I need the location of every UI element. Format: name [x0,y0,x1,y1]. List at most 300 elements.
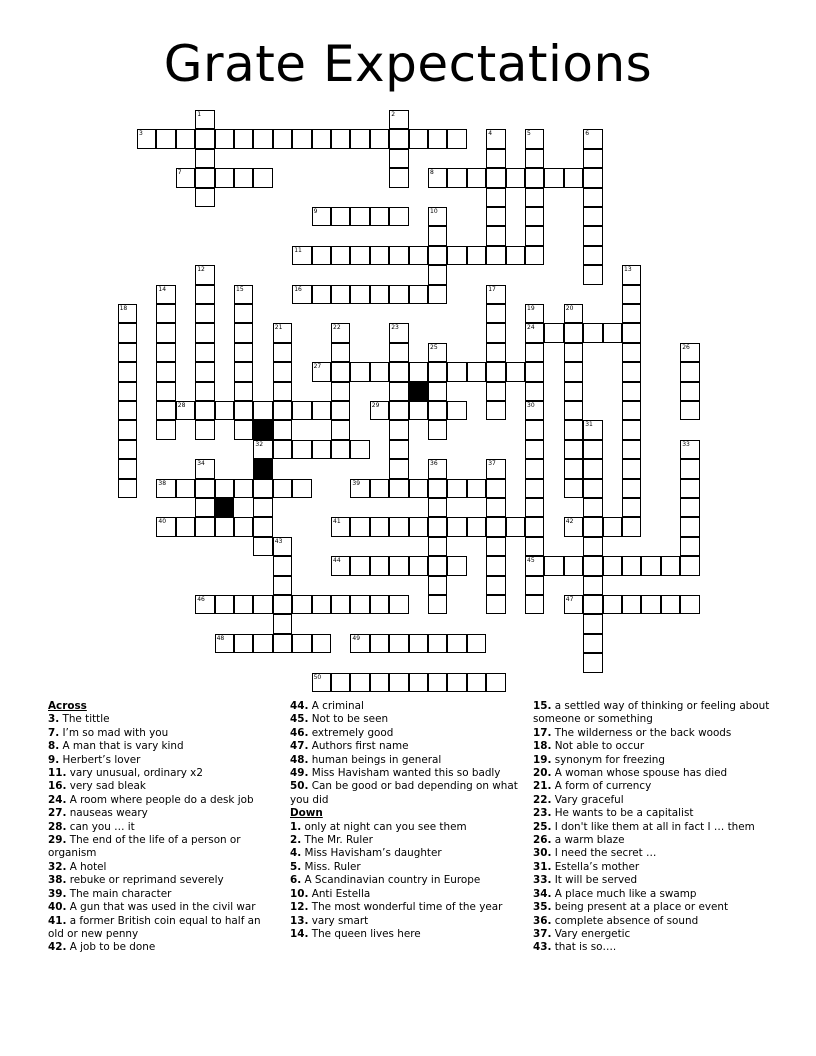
grid-cell[interactable] [292,129,311,148]
grid-cell[interactable] [234,323,253,342]
grid-cell[interactable] [215,595,234,614]
grid-cell[interactable] [389,459,408,478]
grid-cell[interactable] [447,168,466,187]
grid-cell[interactable] [253,479,272,498]
grid-cell[interactable] [641,556,660,575]
grid-cell[interactable] [447,401,466,420]
grid-cell[interactable] [195,459,214,478]
grid-cell[interactable] [176,517,195,536]
grid-cell[interactable] [389,556,408,575]
grid-cell[interactable] [292,401,311,420]
grid-cell[interactable] [622,420,641,439]
grid-cell[interactable] [583,168,602,187]
grid-cell[interactable] [389,207,408,226]
grid-cell[interactable] [253,517,272,536]
grid-cell[interactable] [370,634,389,653]
grid-cell[interactable] [195,517,214,536]
grid-cell[interactable] [525,401,544,420]
grid-cell[interactable] [253,129,272,148]
grid-cell[interactable] [273,420,292,439]
grid-cell[interactable] [544,323,563,342]
grid-cell[interactable] [680,401,699,420]
grid-cell[interactable] [428,285,447,304]
grid-cell[interactable] [389,479,408,498]
grid-cell[interactable] [428,265,447,284]
grid-cell[interactable] [564,556,583,575]
grid-cell[interactable] [370,556,389,575]
grid-cell[interactable] [583,498,602,517]
grid-cell[interactable] [564,362,583,381]
grid-cell[interactable] [370,479,389,498]
grid-cell[interactable] [428,517,447,536]
grid-cell[interactable] [583,653,602,672]
grid-cell[interactable] [312,362,331,381]
grid-cell[interactable] [680,479,699,498]
grid-cell[interactable] [564,595,583,614]
grid-cell[interactable] [680,440,699,459]
grid-cell[interactable] [622,498,641,517]
grid-cell[interactable] [234,168,253,187]
grid-cell[interactable] [428,576,447,595]
grid-cell[interactable] [622,382,641,401]
grid-cell[interactable] [350,595,369,614]
grid-cell[interactable] [331,440,350,459]
grid-cell[interactable] [389,595,408,614]
grid-cell[interactable] [118,420,137,439]
grid-cell[interactable] [118,382,137,401]
grid-cell[interactable] [350,479,369,498]
grid-cell[interactable] [156,362,175,381]
grid-cell[interactable] [273,382,292,401]
grid-cell[interactable] [486,673,505,692]
grid-cell[interactable] [156,420,175,439]
grid-cell[interactable] [564,343,583,362]
grid-cell[interactable] [292,634,311,653]
grid-cell[interactable] [486,576,505,595]
grid-cell[interactable] [564,304,583,323]
grid-cell[interactable] [525,226,544,245]
grid-cell[interactable] [195,362,214,381]
grid-cell[interactable] [350,673,369,692]
grid-cell[interactable] [253,401,272,420]
grid-cell[interactable] [350,285,369,304]
grid-cell[interactable] [389,362,408,381]
grid-cell[interactable] [486,323,505,342]
grid-cell[interactable] [215,634,234,653]
grid-cell[interactable] [603,595,622,614]
grid-cell[interactable] [486,498,505,517]
grid-cell[interactable] [447,246,466,265]
grid-cell[interactable] [156,304,175,323]
grid-cell[interactable] [292,440,311,459]
grid-cell[interactable] [331,382,350,401]
grid-cell[interactable] [447,634,466,653]
grid-cell[interactable] [428,382,447,401]
grid-cell[interactable] [312,207,331,226]
grid-cell[interactable] [312,440,331,459]
grid-cell[interactable] [118,459,137,478]
grid-cell[interactable] [389,517,408,536]
grid-cell[interactable] [583,226,602,245]
grid-cell[interactable] [350,207,369,226]
grid-cell[interactable] [234,362,253,381]
grid-cell[interactable] [622,323,641,342]
grid-cell[interactable] [680,498,699,517]
grid-cell[interactable] [195,149,214,168]
grid-cell[interactable] [564,323,583,342]
grid-cell[interactable] [583,129,602,148]
grid-cell[interactable] [234,595,253,614]
grid-cell[interactable] [622,362,641,381]
grid-cell[interactable] [428,362,447,381]
grid-cell[interactable] [118,440,137,459]
grid-cell[interactable] [583,188,602,207]
grid-cell[interactable] [564,440,583,459]
grid-cell[interactable] [331,343,350,362]
grid-cell[interactable] [467,246,486,265]
grid-cell[interactable] [156,129,175,148]
grid-cell[interactable] [564,459,583,478]
grid-cell[interactable] [234,129,253,148]
grid-cell[interactable] [447,556,466,575]
grid-cell[interactable] [564,382,583,401]
grid-cell[interactable] [350,517,369,536]
grid-cell[interactable] [486,479,505,498]
grid-cell[interactable] [234,304,253,323]
grid-cell[interactable] [428,343,447,362]
grid-cell[interactable] [118,479,137,498]
grid-cell[interactable] [331,401,350,420]
grid-cell[interactable] [292,246,311,265]
grid-cell[interactable] [525,459,544,478]
grid-cell[interactable] [467,362,486,381]
grid-cell[interactable] [409,401,428,420]
grid-cell[interactable] [486,168,505,187]
grid-cell[interactable] [331,129,350,148]
grid-cell[interactable] [195,420,214,439]
grid-cell[interactable] [428,595,447,614]
grid-cell[interactable] [622,459,641,478]
grid-cell[interactable] [234,634,253,653]
grid-cell[interactable] [583,479,602,498]
grid-cell[interactable] [564,479,583,498]
grid-cell[interactable] [195,401,214,420]
grid-cell[interactable] [118,323,137,342]
grid-cell[interactable] [195,343,214,362]
grid-cell[interactable] [156,323,175,342]
grid-cell[interactable] [215,517,234,536]
grid-cell[interactable] [312,673,331,692]
grid-cell[interactable] [680,362,699,381]
grid-cell[interactable] [486,149,505,168]
grid-cell[interactable] [525,556,544,575]
grid-cell[interactable] [350,362,369,381]
grid-cell[interactable] [486,537,505,556]
grid-cell[interactable] [389,110,408,129]
grid-cell[interactable] [525,362,544,381]
grid-cell[interactable] [486,188,505,207]
grid-cell[interactable] [583,576,602,595]
grid-cell[interactable] [409,517,428,536]
grid-cell[interactable] [486,556,505,575]
grid-cell[interactable] [525,304,544,323]
grid-cell[interactable] [428,226,447,245]
grid-cell[interactable] [622,479,641,498]
grid-cell[interactable] [583,207,602,226]
grid-cell[interactable] [370,517,389,536]
grid-cell[interactable] [428,556,447,575]
grid-cell[interactable] [486,207,505,226]
grid-cell[interactable] [312,129,331,148]
grid-cell[interactable] [583,440,602,459]
grid-cell[interactable] [234,479,253,498]
grid-cell[interactable] [195,595,214,614]
grid-cell[interactable] [273,362,292,381]
grid-cell[interactable] [467,168,486,187]
grid-cell[interactable] [331,595,350,614]
grid-cell[interactable] [195,382,214,401]
grid-cell[interactable] [389,323,408,342]
grid-cell[interactable] [486,459,505,478]
grid-cell[interactable] [156,517,175,536]
grid-cell[interactable] [622,343,641,362]
grid-cell[interactable] [583,420,602,439]
grid-cell[interactable] [583,246,602,265]
grid-cell[interactable] [195,498,214,517]
grid-cell[interactable] [389,440,408,459]
grid-cell[interactable] [506,517,525,536]
grid-cell[interactable] [389,634,408,653]
grid-cell[interactable] [253,634,272,653]
grid-cell[interactable] [525,420,544,439]
grid-cell[interactable] [389,401,408,420]
grid-cell[interactable] [389,149,408,168]
grid-cell[interactable] [525,246,544,265]
grid-cell[interactable] [331,207,350,226]
grid-cell[interactable] [273,576,292,595]
grid-cell[interactable] [350,129,369,148]
grid-cell[interactable] [273,440,292,459]
grid-cell[interactable] [312,285,331,304]
grid-cell[interactable] [409,673,428,692]
grid-cell[interactable] [409,246,428,265]
grid-cell[interactable] [273,595,292,614]
grid-cell[interactable] [680,517,699,536]
grid-cell[interactable] [350,634,369,653]
grid-cell[interactable] [622,304,641,323]
grid-cell[interactable] [622,440,641,459]
grid-cell[interactable] [195,265,214,284]
grid-cell[interactable] [312,595,331,614]
grid-cell[interactable] [234,401,253,420]
grid-cell[interactable] [525,576,544,595]
grid-cell[interactable] [409,556,428,575]
grid-cell[interactable] [428,246,447,265]
grid-cell[interactable] [506,168,525,187]
grid-cell[interactable] [331,323,350,342]
grid-cell[interactable] [486,246,505,265]
grid-cell[interactable] [195,129,214,148]
grid-cell[interactable] [428,129,447,148]
grid-cell[interactable] [370,207,389,226]
grid-cell[interactable] [215,401,234,420]
grid-cell[interactable] [273,129,292,148]
grid-cell[interactable] [583,595,602,614]
grid-cell[interactable] [118,362,137,381]
grid-cell[interactable] [253,537,272,556]
grid-cell[interactable] [544,556,563,575]
grid-cell[interactable] [622,265,641,284]
grid-cell[interactable] [176,168,195,187]
grid-cell[interactable] [370,246,389,265]
grid-cell[interactable] [525,498,544,517]
grid-cell[interactable] [331,517,350,536]
grid-cell[interactable] [661,595,680,614]
grid-cell[interactable] [525,440,544,459]
grid-cell[interactable] [583,517,602,536]
grid-cell[interactable] [234,343,253,362]
grid-cell[interactable] [156,401,175,420]
grid-cell[interactable] [273,401,292,420]
grid-cell[interactable] [215,129,234,148]
grid-cell[interactable] [525,537,544,556]
grid-cell[interactable] [680,343,699,362]
grid-cell[interactable] [195,304,214,323]
grid-cell[interactable] [447,362,466,381]
grid-cell[interactable] [486,343,505,362]
grid-cell[interactable] [389,246,408,265]
grid-cell[interactable] [486,129,505,148]
grid-cell[interactable] [564,517,583,536]
grid-cell[interactable] [583,556,602,575]
grid-cell[interactable] [603,323,622,342]
grid-cell[interactable] [409,634,428,653]
grid-cell[interactable] [622,556,641,575]
grid-cell[interactable] [273,323,292,342]
grid-cell[interactable] [641,595,660,614]
grid-cell[interactable] [428,634,447,653]
grid-cell[interactable] [195,188,214,207]
grid-cell[interactable] [544,168,563,187]
grid-cell[interactable] [234,517,253,536]
grid-cell[interactable] [486,304,505,323]
grid-cell[interactable] [486,401,505,420]
grid-cell[interactable] [486,595,505,614]
grid-cell[interactable] [525,168,544,187]
grid-cell[interactable] [506,362,525,381]
grid-cell[interactable] [370,595,389,614]
grid-cell[interactable] [215,479,234,498]
grid-cell[interactable] [525,595,544,614]
grid-cell[interactable] [447,517,466,536]
grid-cell[interactable] [331,246,350,265]
grid-cell[interactable] [292,595,311,614]
grid-cell[interactable] [273,556,292,575]
grid-cell[interactable] [428,498,447,517]
grid-cell[interactable] [564,401,583,420]
grid-cell[interactable] [428,401,447,420]
grid-cell[interactable] [447,673,466,692]
grid-cell[interactable] [370,285,389,304]
grid-cell[interactable] [525,517,544,536]
grid-cell[interactable] [234,285,253,304]
grid-cell[interactable] [331,673,350,692]
grid-cell[interactable] [467,634,486,653]
grid-cell[interactable] [273,614,292,633]
grid-cell[interactable] [156,343,175,362]
grid-cell[interactable] [292,285,311,304]
grid-cell[interactable] [273,634,292,653]
grid-cell[interactable] [409,362,428,381]
grid-cell[interactable] [350,246,369,265]
grid-cell[interactable] [525,382,544,401]
grid-cell[interactable] [680,459,699,478]
grid-cell[interactable] [370,362,389,381]
grid-cell[interactable] [234,420,253,439]
grid-cell[interactable] [292,479,311,498]
grid-cell[interactable] [389,343,408,362]
grid-cell[interactable] [680,556,699,575]
grid-cell[interactable] [428,459,447,478]
grid-cell[interactable] [273,479,292,498]
grid-cell[interactable] [622,285,641,304]
grid-cell[interactable] [273,343,292,362]
grid-cell[interactable] [506,246,525,265]
grid-cell[interactable] [253,440,272,459]
grid-cell[interactable] [195,479,214,498]
grid-cell[interactable] [409,479,428,498]
grid-cell[interactable] [312,246,331,265]
grid-cell[interactable] [428,420,447,439]
grid-cell[interactable] [176,129,195,148]
grid-cell[interactable] [467,479,486,498]
grid-cell[interactable] [583,614,602,633]
grid-cell[interactable] [156,382,175,401]
grid-cell[interactable] [564,420,583,439]
grid-cell[interactable] [525,343,544,362]
grid-cell[interactable] [622,517,641,536]
grid-cell[interactable] [195,168,214,187]
grid-cell[interactable] [583,149,602,168]
grid-cell[interactable] [428,168,447,187]
grid-cell[interactable] [467,517,486,536]
grid-cell[interactable] [195,323,214,342]
grid-cell[interactable] [118,343,137,362]
grid-cell[interactable] [525,149,544,168]
grid-cell[interactable] [389,673,408,692]
grid-cell[interactable] [312,401,331,420]
grid-cell[interactable] [680,595,699,614]
grid-cell[interactable] [118,304,137,323]
grid-cell[interactable] [525,188,544,207]
grid-cell[interactable] [234,382,253,401]
grid-cell[interactable] [409,285,428,304]
grid-cell[interactable] [447,479,466,498]
grid-cell[interactable] [389,168,408,187]
grid-cell[interactable] [525,129,544,148]
grid-cell[interactable] [525,207,544,226]
grid-cell[interactable] [215,168,234,187]
grid-cell[interactable] [428,479,447,498]
grid-cell[interactable] [583,459,602,478]
grid-cell[interactable] [370,401,389,420]
grid-cell[interactable] [680,537,699,556]
grid-cell[interactable] [389,129,408,148]
grid-cell[interactable] [428,673,447,692]
grid-cell[interactable] [331,362,350,381]
grid-cell[interactable] [486,226,505,245]
grid-cell[interactable] [583,323,602,342]
